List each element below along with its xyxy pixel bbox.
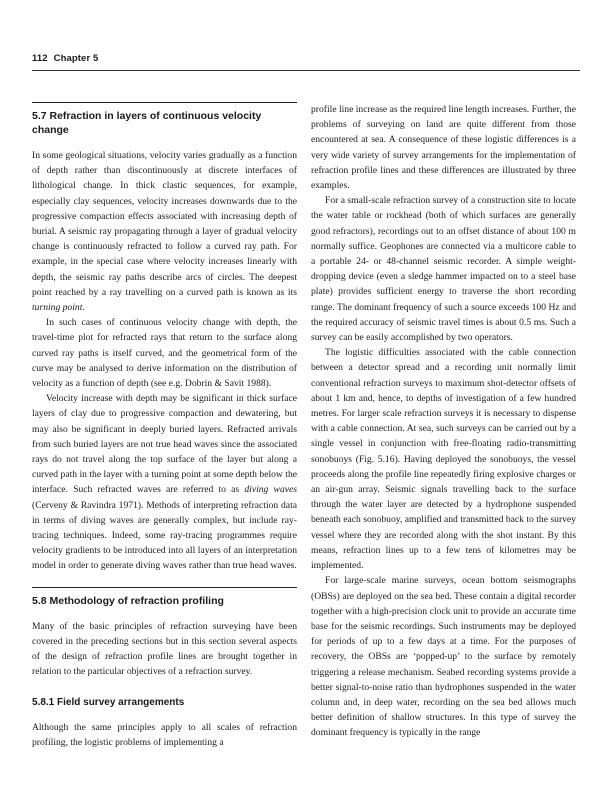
right-column: [311, 102, 576, 741]
paragraph-end: .: [82, 302, 85, 314]
paragraph: [32, 148, 297, 315]
header-rule: [32, 70, 580, 71]
paragraph: profile line increase as the required line length increases. Further, the problems of surveying on land are quite different from those encountered at sea. A consequence of these logistic differences is a very wide variety of survey arrangements for the implementation of refraction profile lines and these differences are illustrated by three examples.: [311, 104, 576, 192]
paragraph: The logistic difficulties associated with the cable connection between a detector spread and a recording unit normally limit conventional refraction surveys to maximum shot-detector offsets of about 1 km and, hence, to depths of investigation of a few hundred metres. For larger scale refraction surveys it is necessary to dispense with a cable connection. At sea, such surveys can be carried out by a single vessel in conjunction with free-floating radio-transmitting sonobuoys (Fig. 5.16). Having deployed the sonobuoys, the vessel proceeds along the profile line repeatedly firing explosive charges or an air-gun array. Seismic signals travelling back to the surface through the water layer are detected by a hydrophone suspended beneath each sonobuoy, amplified and transmitted back to the survey vessel where they are recorded along with the shot instant. By this means, refraction lines up to a few tens of kilometres may be implemented.: [311, 347, 576, 572]
paragraph-end: (Cerveny & Ravindra 1971). Methods of interpreting refraction data in terms of diving waves are generally complex, but include ray-tracing techniques. Indeed, some ray-tracing programmes require velocity gradients to be introduced into all layers of an interpretation model in order to generate diving waves rather than true head waves.: [32, 499, 297, 572]
section-heading-5-8: 5.8 Methodology of refraction profiling: [32, 594, 224, 607]
term-diving-waves: diving waves: [244, 484, 298, 496]
paragraph: Many of the basic principles of refraction surveying have been covered in the preceding sections but in this section several aspects of the design of refraction profile lines are brought together in relation to the particular objectives of a refraction survey.: [32, 620, 297, 678]
paragraph: Although the same principles apply to all scales of refraction profiling, the logistic problems of implementing a: [32, 721, 297, 748]
paragraph: For a small-scale refraction survey of a construction site to locate the water table or rockhead (both of which surfaces are generally good refractors), recordings out to an offset distance of about 100 m normally suffice. Geophones are connected via a multicore cable to a portable 24- or 48-channel seismic recorder. A simple weight-dropping device (even a sledge hammer impacted on to a steel base plate) provides sufficient energy to traverse the short recording range. The dominant frequency of such a source exceeds 100 Hz and the required accuracy of seismic travel times is about 0.5 ms. Such a survey can be easily accomplished by two operators.: [311, 195, 576, 344]
section-heading-5-7: 5.7 Refraction in layers of continuous velocity change: [32, 110, 262, 136]
left-column: [32, 102, 297, 750]
running-head: [32, 53, 98, 64]
paragraph: For large-scale marine surveys, ocean bottom seismographs (OBSs) are deployed on the sea bed. These contain a digital recorder together with a high-precision clock unit to provide an accurate time base for the seismic recordings. Such instruments may be deployed for periods of up to a few days at a time. For the purposes of recovery, the OBSs are ‘popped-up’ to the surface by remotely triggering a release mechanism. Seabed recording systems provide a better signal-to-noise ratio than hydrophones suspended in the water column and, in deep water, recording on the sea bed allows much better definition of shallow structures. In this type of survey the dominant frequency is typically in the range: [311, 575, 576, 739]
paragraph: [32, 391, 297, 573]
subsection-heading-5-8-1: 5.8.1 Field survey arrangements: [32, 696, 185, 708]
paragraph-text: Velocity increase with depth may be significant in thick surface layers of clay due to progressive compaction and dewatering, but may also be significant in deeply buried layers. Refracted arrivals from such buried layers are not true head waves since the associated rays do not travel along the top surface of the layer but along a curved path in the layer with a turning point at some depth below the interface. Such refracted waves are referred to as: [32, 393, 297, 496]
paragraph-text: In some geological situations, velocity varies gradually as a function of depth rather than discontinuously at discrete interfaces of lithological change. In thick clastic sequences, for example, especially clay sequences, velocity increases downwards due to the progressive compaction effects associated with increasing depth of burial. A seismic ray propagating through a layer of gradual velocity change is continuously refracted to follow a curved ray path. For example, in the special case where velocity increases linearly with depth, the seismic ray paths describe arcs of circles. The deepest point reached by a ray travelling on a curved path is known as its: [32, 150, 297, 298]
paragraph: In such cases of continuous velocity change with depth, the travel-time plot for refracted rays that return to the surface along curved ray paths is itself curved, and the geometrical form of the curve may be analysed to derive information on the distribution of velocity as a function of depth (see e.g. Dobrin & Savit 1988).: [32, 317, 297, 390]
term-turning-point: turning point: [32, 302, 83, 314]
section-rule: [32, 587, 297, 588]
page-number: 112: [32, 53, 48, 64]
chapter-label: Chapter 5: [53, 53, 99, 64]
section-rule: [32, 102, 297, 103]
